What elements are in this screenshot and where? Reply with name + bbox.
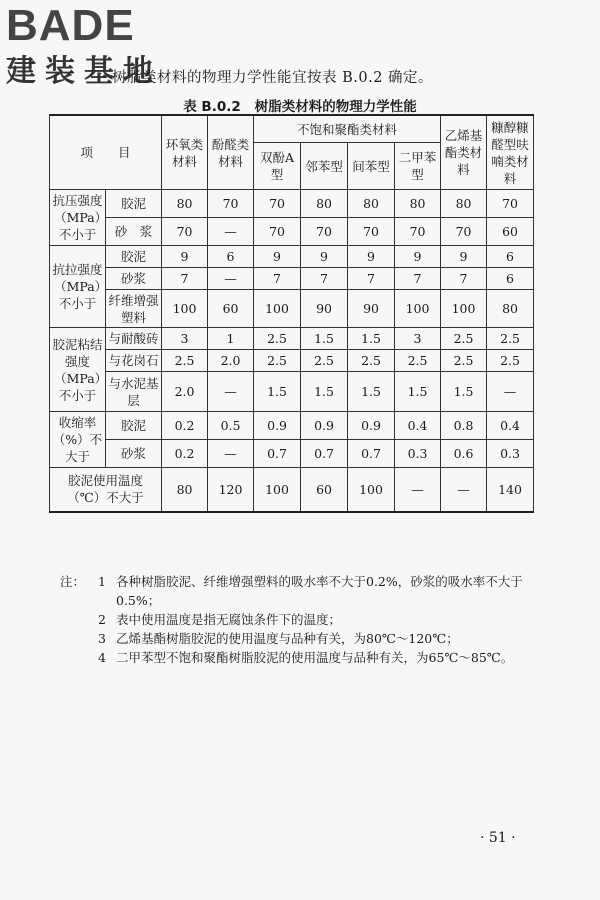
table-row bbox=[50, 350, 534, 372]
table-cell: 2.5 bbox=[348, 350, 395, 372]
table-cell: 70 bbox=[162, 218, 208, 246]
table-cell: 70 bbox=[395, 218, 441, 246]
properties-table bbox=[49, 114, 534, 513]
table-cell: 100 bbox=[348, 468, 395, 512]
group-label: 收缩率（%）不大于 bbox=[50, 412, 106, 468]
table-cell: 6 bbox=[208, 246, 254, 268]
table-cell: 9 bbox=[348, 246, 395, 268]
table-number: 表 B.0.2 bbox=[183, 99, 241, 115]
table-row bbox=[50, 190, 534, 218]
header-furan: 糠醇糠醛型呋喃类材料 bbox=[487, 115, 534, 190]
table-cell: 60 bbox=[301, 468, 348, 512]
table-cell: 70 bbox=[348, 218, 395, 246]
group-label: 抗压强度（MPa）不小于 bbox=[50, 190, 106, 246]
row-sublabel: 与耐酸砖 bbox=[106, 328, 162, 350]
note-text: 二甲苯型不饱和聚酯树脂胶泥的使用温度与品种有关，为65℃～85℃。 bbox=[116, 650, 514, 665]
table-cell: — bbox=[208, 440, 254, 468]
table-title: 树脂类材料的物理力学性能 bbox=[254, 99, 417, 115]
note-label bbox=[60, 648, 88, 667]
table-cell: 1 bbox=[208, 328, 254, 350]
table-cell: 80 bbox=[301, 190, 348, 218]
row-sublabel: 胶泥 bbox=[106, 412, 162, 440]
note-item bbox=[60, 648, 560, 667]
group-label: 抗拉强度（MPa）不小于 bbox=[50, 246, 106, 328]
table-cell: 100 bbox=[254, 468, 301, 512]
table-cell: 80 bbox=[441, 190, 487, 218]
table-cell: 1.5 bbox=[441, 372, 487, 412]
group-label: 胶泥粘结强度（MPa）不小于 bbox=[50, 328, 106, 412]
table-row bbox=[50, 440, 534, 468]
table-cell: 140 bbox=[487, 468, 534, 512]
note-item bbox=[60, 610, 560, 629]
table-cell: 9 bbox=[301, 246, 348, 268]
table-cell: 80 bbox=[162, 468, 208, 512]
table-body bbox=[50, 190, 534, 512]
table-cell: 0.5 bbox=[208, 412, 254, 440]
table-cell: 7 bbox=[301, 268, 348, 290]
header-epoxy: 环氧类材料 bbox=[162, 115, 208, 190]
notes-section bbox=[60, 572, 560, 667]
table-cell: 60 bbox=[208, 290, 254, 328]
table-cell: — bbox=[441, 468, 487, 512]
row-sublabel: 胶泥 bbox=[106, 190, 162, 218]
table-row bbox=[50, 412, 534, 440]
note-item bbox=[60, 629, 560, 648]
table-cell: 2.5 bbox=[162, 350, 208, 372]
table-cell: 100 bbox=[254, 290, 301, 328]
table-cell: 0.7 bbox=[254, 440, 301, 468]
table-cell: 1.5 bbox=[348, 372, 395, 412]
row-sublabel: 纤维增强塑料 bbox=[106, 290, 162, 328]
table-cell: 2.5 bbox=[254, 350, 301, 372]
table-cell: 2.5 bbox=[254, 328, 301, 350]
table-cell: 1.5 bbox=[301, 328, 348, 350]
table-cell: 0.3 bbox=[487, 440, 534, 468]
table-cell: 2.5 bbox=[487, 328, 534, 350]
note-number: 3 bbox=[98, 631, 106, 646]
table-row bbox=[50, 372, 534, 412]
header-xylene: 二甲苯型 bbox=[395, 143, 441, 190]
table-cell: 70 bbox=[254, 190, 301, 218]
note-text: 乙烯基酯树脂胶泥的使用温度与品种有关，为80℃～120℃； bbox=[116, 631, 459, 646]
table-cell: 0.7 bbox=[348, 440, 395, 468]
table-cell: 2.5 bbox=[487, 350, 534, 372]
table-cell: — bbox=[208, 372, 254, 412]
table-cell: 100 bbox=[395, 290, 441, 328]
table-cell: — bbox=[395, 468, 441, 512]
table-cell: 0.6 bbox=[441, 440, 487, 468]
note-label: 注： bbox=[60, 574, 86, 589]
table-cell: 1.5 bbox=[254, 372, 301, 412]
header-iso: 间苯型 bbox=[348, 143, 395, 190]
table-cell: 90 bbox=[301, 290, 348, 328]
note-label bbox=[60, 610, 88, 629]
table-cell: 6 bbox=[487, 246, 534, 268]
note-number: 1 bbox=[98, 574, 106, 589]
table-cell: 70 bbox=[301, 218, 348, 246]
table-cell: 1.5 bbox=[395, 372, 441, 412]
table-row bbox=[50, 268, 534, 290]
table-cell: 0.7 bbox=[301, 440, 348, 468]
table-cell: 2.5 bbox=[441, 328, 487, 350]
note-number: 2 bbox=[98, 612, 106, 627]
header-phenolic: 酚醛类材料 bbox=[208, 115, 254, 190]
header-item: 项 目 bbox=[50, 115, 162, 190]
notes-list bbox=[60, 572, 560, 667]
table-cell: 120 bbox=[208, 468, 254, 512]
row-sublabel: 砂浆 bbox=[106, 268, 162, 290]
table-cell: 90 bbox=[348, 290, 395, 328]
table-cell: 9 bbox=[441, 246, 487, 268]
intro-paragraph bbox=[112, 66, 433, 87]
table-cell: 7 bbox=[441, 268, 487, 290]
table-cell: 70 bbox=[441, 218, 487, 246]
table-cell: 9 bbox=[395, 246, 441, 268]
table-cell: 70 bbox=[254, 218, 301, 246]
table-row bbox=[50, 246, 534, 268]
table-cell: 0.8 bbox=[441, 412, 487, 440]
header-unsaturated-polyester: 不饱和聚酯类材料 bbox=[254, 115, 441, 143]
table-cell: 2.5 bbox=[441, 350, 487, 372]
table-cell: 100 bbox=[162, 290, 208, 328]
table-cell: 9 bbox=[254, 246, 301, 268]
table-row bbox=[50, 218, 534, 246]
table-cell: 80 bbox=[395, 190, 441, 218]
logo-subtitle: 建装基地 bbox=[6, 54, 162, 89]
row-sublabel: 砂浆 bbox=[106, 440, 162, 468]
table-cell: 2.0 bbox=[162, 372, 208, 412]
table-cell: 80 bbox=[162, 190, 208, 218]
table-cell: 2.5 bbox=[301, 350, 348, 372]
table-cell: 70 bbox=[487, 190, 534, 218]
logo-brand: BADE bbox=[6, 1, 135, 50]
table-cell: 2.0 bbox=[208, 350, 254, 372]
table-row bbox=[50, 328, 534, 350]
table-cell: 7 bbox=[348, 268, 395, 290]
table-row-temperature bbox=[50, 468, 534, 512]
intro-text: 树脂类材料的物理力学性能宜按表 B.0.2 确定。 bbox=[112, 70, 434, 86]
table-cell: 0.9 bbox=[254, 412, 301, 440]
table-cell: — bbox=[208, 218, 254, 246]
temperature-label: 胶泥使用温度（℃）不大于 bbox=[50, 468, 162, 512]
table-cell: — bbox=[487, 372, 534, 412]
table-cell: 80 bbox=[348, 190, 395, 218]
row-sublabel: 砂 浆 bbox=[106, 218, 162, 246]
table-cell: 6 bbox=[487, 268, 534, 290]
table-cell: 1.5 bbox=[301, 372, 348, 412]
row-sublabel: 与水泥基层 bbox=[106, 372, 162, 412]
page-number: · 51 · bbox=[480, 830, 516, 846]
table-cell: 0.3 bbox=[395, 440, 441, 468]
table-cell: 7 bbox=[254, 268, 301, 290]
note-text: 各种树脂胶泥、纤维增强塑料的吸水率不大于0.2%，砂浆的吸水率不大于0.5%； bbox=[116, 574, 523, 608]
table-cell: 1.5 bbox=[348, 328, 395, 350]
table-cell: 7 bbox=[162, 268, 208, 290]
table-cell: 3 bbox=[162, 328, 208, 350]
table-cell: — bbox=[208, 268, 254, 290]
note-number: 4 bbox=[98, 650, 106, 665]
table-cell: 0.9 bbox=[301, 412, 348, 440]
table-cell: 0.2 bbox=[162, 412, 208, 440]
table-cell: 2.5 bbox=[395, 350, 441, 372]
table-cell: 7 bbox=[395, 268, 441, 290]
header-ortho: 邻苯型 bbox=[301, 143, 348, 190]
table-caption bbox=[0, 95, 600, 115]
table-cell: 70 bbox=[208, 190, 254, 218]
header-vinyl-ester: 乙烯基酯类材料 bbox=[441, 115, 487, 190]
table-cell: 0.4 bbox=[487, 412, 534, 440]
table-cell: 0.4 bbox=[395, 412, 441, 440]
table-cell: 100 bbox=[441, 290, 487, 328]
row-sublabel: 与花岗石 bbox=[106, 350, 162, 372]
table-cell: 0.2 bbox=[162, 440, 208, 468]
header-bisphenol-a: 双酚A型 bbox=[254, 143, 301, 190]
table-row bbox=[50, 290, 534, 328]
table-cell: 9 bbox=[162, 246, 208, 268]
row-sublabel: 胶泥 bbox=[106, 246, 162, 268]
note-label bbox=[60, 629, 88, 648]
header-row-1 bbox=[50, 115, 534, 143]
table-cell: 3 bbox=[395, 328, 441, 350]
table-cell: 0.9 bbox=[348, 412, 395, 440]
table-cell: 60 bbox=[487, 218, 534, 246]
note-item bbox=[60, 572, 560, 610]
table-cell: 80 bbox=[487, 290, 534, 328]
note-text: 表中使用温度是指无腐蚀条件下的温度； bbox=[116, 612, 342, 627]
